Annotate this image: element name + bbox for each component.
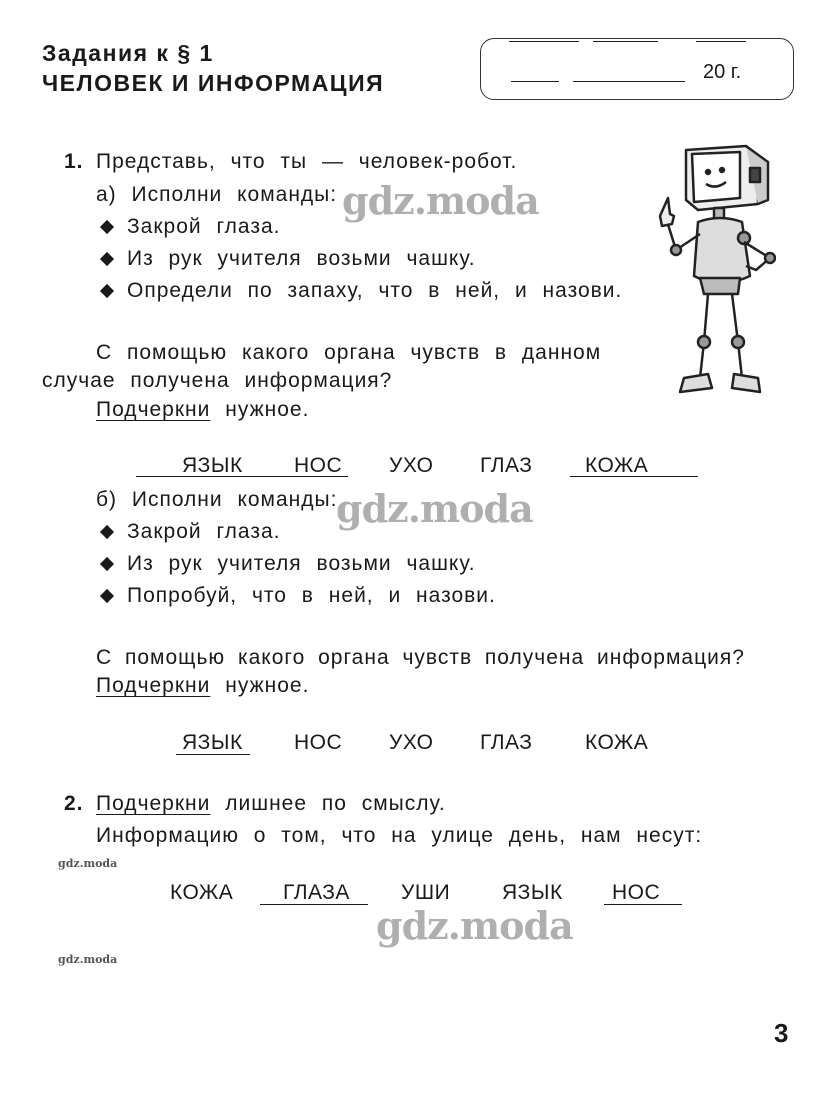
date-year-suffix: 20 г. bbox=[703, 61, 742, 83]
diamond-bullet-icon bbox=[100, 284, 114, 298]
task1b-option-skin[interactable]: КОЖА bbox=[585, 731, 649, 754]
task2-option-ears[interactable]: УШИ bbox=[401, 881, 451, 904]
task1b-label: б) Исполни команды: bbox=[96, 488, 338, 511]
diamond-bullet-icon bbox=[100, 589, 114, 603]
task1a-question-line1: С помощью какого органа чувств в данном bbox=[96, 341, 602, 364]
task2-instruction bbox=[96, 792, 446, 816]
watermark-small: gdz.moda bbox=[58, 857, 118, 870]
task1a-command-2: Из рук учителя возьми чашку. bbox=[127, 247, 476, 270]
task1b-command-3: Попробуй, что в ней, и назови. bbox=[127, 584, 496, 607]
task1a-option-tongue[interactable]: ЯЗЫК bbox=[182, 454, 243, 477]
task1-intro: Представь, что ты — человек-робот. bbox=[96, 150, 518, 173]
chapter-title: ЧЕЛОВЕК И ИНФОРМАЦИЯ bbox=[42, 70, 385, 96]
instruction-underlined: Подчеркни bbox=[96, 792, 211, 815]
task1a-option-ear[interactable]: УХО bbox=[389, 454, 434, 477]
instruction-underlined: Подчеркни bbox=[96, 674, 211, 697]
task2-statement: Информацию о том, что на улице день, нам несут: bbox=[96, 824, 703, 847]
diamond-bullet-icon bbox=[100, 252, 114, 266]
task1a-instruction bbox=[96, 398, 309, 422]
instruction-rest: лишнее по смыслу. bbox=[225, 792, 446, 815]
diamond-bullet-icon bbox=[100, 557, 114, 571]
instruction-rest: нужное. bbox=[225, 674, 310, 697]
task1-number: 1. bbox=[64, 150, 84, 173]
task1b-question: С помощью какого органа чувств получена информация? bbox=[96, 646, 745, 669]
watermark-small: gdz.moda bbox=[58, 953, 118, 966]
task1a-option-eye[interactable]: ГЛАЗ bbox=[480, 454, 533, 477]
task2-option-eyes[interactable]: ГЛАЗА bbox=[283, 881, 350, 904]
task1a-option-skin[interactable]: КОЖА bbox=[585, 454, 649, 477]
date-field[interactable] bbox=[480, 38, 794, 100]
robot-illustration bbox=[646, 142, 776, 402]
task2-option-nose[interactable]: НОС bbox=[612, 881, 661, 904]
section-title: Задания к § 1 bbox=[42, 40, 214, 66]
task1a-label: а) Исполни команды: bbox=[96, 183, 338, 206]
task1a-question-line2: случае получена информация? bbox=[42, 369, 393, 392]
diamond-bullet-icon bbox=[100, 525, 114, 539]
task1a-command-3: Определи по запаху, что в ней, и назови. bbox=[127, 279, 623, 302]
instruction-rest: нужное. bbox=[225, 398, 310, 421]
task1b-option-nose[interactable]: НОС bbox=[294, 731, 343, 754]
task1b-option-ear[interactable]: УХО bbox=[389, 731, 434, 754]
task1b-option-eye[interactable]: ГЛАЗ bbox=[480, 731, 533, 754]
task2-number: 2. bbox=[64, 792, 84, 815]
diamond-bullet-icon bbox=[100, 220, 114, 234]
task1b-command-2: Из рук учителя возьми чашку. bbox=[127, 552, 476, 575]
task1b-option-tongue[interactable]: ЯЗЫК bbox=[182, 731, 243, 754]
task1a-option-nose[interactable]: НОС bbox=[294, 454, 343, 477]
watermark: gdz.moda bbox=[342, 178, 539, 223]
watermark: gdz.moda bbox=[376, 903, 573, 948]
task1a-command-1: Закрой глаза. bbox=[127, 215, 281, 238]
task2-option-tongue[interactable]: ЯЗЫК bbox=[502, 881, 563, 904]
task1b-instruction bbox=[96, 674, 309, 698]
instruction-underlined: Подчеркни bbox=[96, 398, 211, 421]
page-number: 3 bbox=[774, 1018, 789, 1048]
watermark: gdz.moda bbox=[336, 486, 533, 531]
task2-option-skin[interactable]: КОЖА bbox=[170, 881, 234, 904]
task1b-command-1: Закрой глаза. bbox=[127, 520, 281, 543]
